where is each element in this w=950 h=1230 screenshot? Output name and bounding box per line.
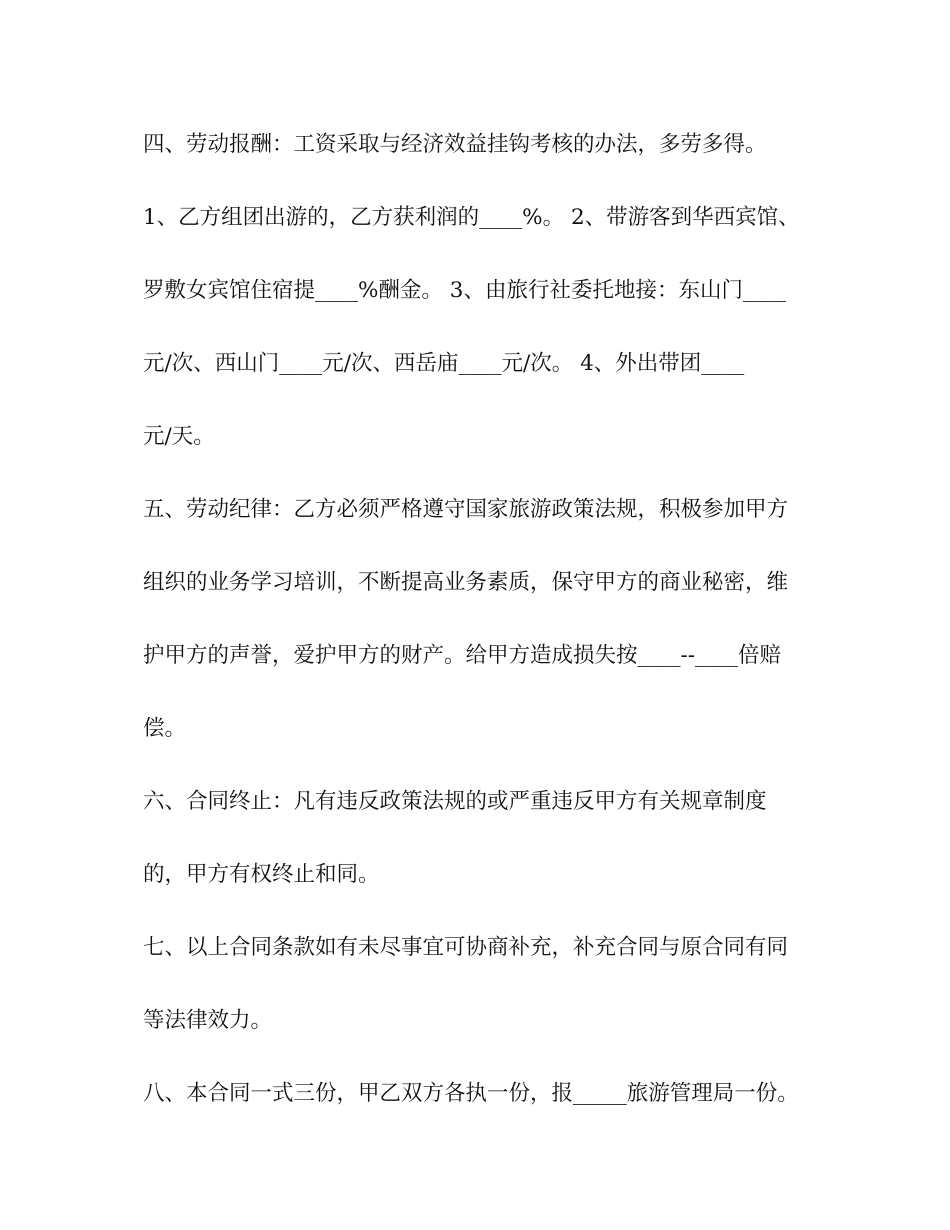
clause-5-line-2: 组织的业务学习培训，不断提高业务素质，保守甲方的商业秘密，维	[143, 570, 789, 595]
clause-6-termination: 六、合同终止：凡有违反政策法规的或严重违反甲方有关规章制度	[143, 789, 767, 814]
clause-4-remuneration: 四、劳动报酬：工资采取与经济效益挂钩考核的办法，多劳多得。	[143, 132, 767, 157]
clause-6-line-2: 的，甲方有权终止和同。	[143, 862, 380, 887]
clause-7-line-2: 等法律效力。	[143, 1008, 273, 1033]
clause-8-copies: 八、本合同一式三份，甲乙双方各执一份，报_____旅游管理局一份。	[143, 1081, 799, 1106]
clause-4-item-3-4: 元/次、西山门____元/次、西岳庙____元/次。 4、外出带团____	[143, 351, 745, 376]
clause-4-item-4-end: 元/天。	[143, 424, 215, 449]
clause-4-item-2-3: 罗敷女宾馆住宿提____%酬金。 3、由旅行社委托地接：东山门____	[143, 278, 786, 303]
clause-5-line-4: 偿。	[143, 716, 187, 741]
clause-4-item-1-2: 1、乙方组团出游的，乙方获利润的____%。 2、带游客到华西宾馆、	[143, 205, 800, 230]
clause-5-discipline: 五、劳动纪律：乙方必须严格遵守国家旅游政策法规，积极参加甲方	[143, 497, 789, 522]
clause-5-line-3: 护甲方的声誉，爱护甲方的财产。给甲方造成损失按____--____倍赔	[143, 643, 782, 668]
clause-7-supplement: 七、以上合同条款如有未尽事宜可协商补充，补充合同与原合同有同	[143, 935, 789, 960]
